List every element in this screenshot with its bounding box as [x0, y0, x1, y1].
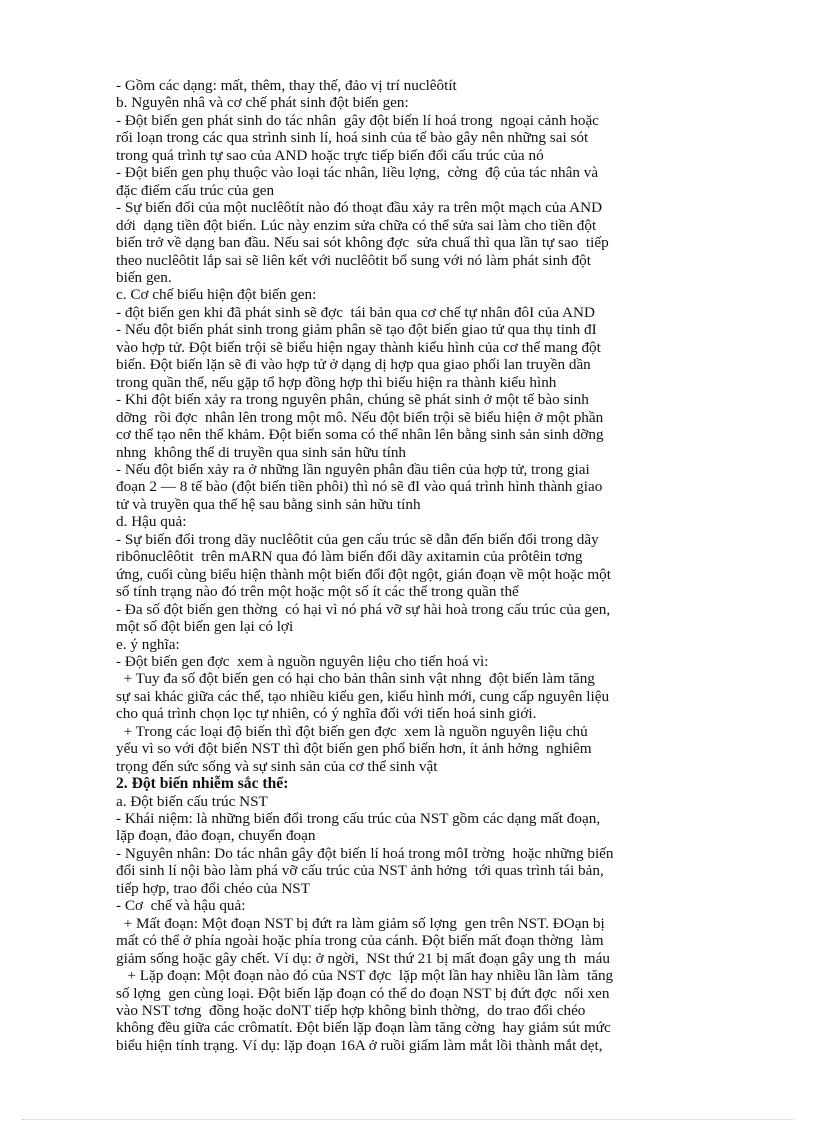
text-line: biến trở về dạng ban đầu. Nếu sai sót không đợc sửa chuẩ thì qua lần tự sao tiếp: [116, 234, 609, 252]
text-line: - Cơ chế và hậu quả:: [116, 897, 246, 915]
text-line: vào NST tơng đồng hoặc doNT tiếp hợp không bình thờng, do trao đổi chéo: [116, 1002, 586, 1020]
text-line: - Đột biến gen phụ thuộc vào loại tác nhân, liều lợng, cờng độ của tác nhân và: [116, 164, 599, 182]
text-line: c. Cơ chế biểu hiện đột biến gen:: [116, 286, 317, 304]
text-line: + Mất đoạn: Một đoạn NST bị đứt ra làm giảm số lợng gen trên NST. ĐOạn bị: [116, 914, 605, 932]
text-line: biểu hiện tính trạng. Ví dụ: lặp đoạn 16A ở ruồi giấm làm mắt lồi thành mắt dẹt,: [116, 1036, 603, 1054]
text-line: - Đột biến gen phát sinh do tác nhân gây đột biến lí hoá trong ngoại cảnh hoặc: [116, 111, 599, 129]
text-line: biến gen.: [116, 268, 172, 286]
document-body: [116, 77, 750, 1054]
text-line: - Khi đột biến xảy ra trong nguyên phân, chúng sẽ phát sinh ở một tế bào sinh: [116, 391, 589, 409]
text-line: rối loạn trong các qua strình sinh lí, hoá sinh của tế bào gây nên những sai sót: [116, 129, 589, 147]
text-line: dỡng rồi đợc nhân lên trong một mô. Nếu đột biến trội sẽ biểu hiện ở một phần: [116, 408, 604, 426]
text-line: + Tuy đa số đột biến gen có hại cho bản thân sinh vật nhng đột biến làm tăng: [116, 670, 595, 688]
text-line: lặp đoạn, đảo đoạn, chuyển đoạn: [116, 827, 316, 845]
text-line: - Sự biến đổi trong dãy nuclêôtit của gen cấu trúc sẽ dẫn đến biến đổi trong dãy: [116, 530, 599, 548]
text-line: số lợng gen cùng loại. Đột biến lặp đoạn có thể do đoạn NST bị đứt đợc nối xen: [116, 984, 610, 1002]
text-line: nhng không thể di truyền qua sinh sản hữu tính: [116, 443, 407, 461]
text-line: dới dạng tiền đột biến. Lúc này enzim sửa chữa có thể sửa sai làm cho tiền đột: [116, 216, 597, 234]
text-line: - Sự biến đổi của một nuclêôtít nào đó thoạt đầu xảy ra trên một mạch của AND: [116, 199, 603, 217]
page-bottom-rule: [22, 1119, 794, 1120]
text-line: tiếp hợp, trao đổi chéo của NST: [116, 879, 311, 897]
text-line: một số đột biến gen lại có lợi: [116, 618, 294, 636]
text-line: a. Đột biến cấu trúc NST: [116, 792, 268, 810]
text-line: ứng, cuối cùng biểu hiện thành một biến đổi đột ngột, gián đoạn về một hoặc một: [116, 565, 611, 583]
text-line: - Đột biến gen đợc xem à nguồn nguyên liệu cho tiến hoá vì:: [116, 652, 489, 670]
text-line: cho quá trình chọn lọc tự nhiên, có ý nghĩa đối với tiến hoá sinh giới.: [116, 705, 537, 723]
text-line: biến. Đột biến lặn sẽ đi vào hợp tử ở dạng dị hợp qua giao phối lan truyền dần: [116, 356, 591, 374]
text-line: đoạn 2 — 8 tế bào (đột biến tiền phôi) thì nó sẽ đI vào quá trình hình thành giao: [116, 478, 603, 496]
text-line: sự sai khác giữa các thể, tạo nhiều kiểu gen, kiểu hình mới, cung cấp nguyên liệu: [116, 687, 610, 705]
text-line: - Nếu đột biến xảy ra ở những lần nguyên phân đầu tiên của hợp tử, trong giai: [116, 460, 590, 478]
text-line: yếu vì so với đột biến NST thì đột biến gen phổ biến hơn, ít ảnh hởng nghiêm: [116, 740, 592, 758]
text-line: tử và truyền qua thế hệ sau bằng sinh sản hữu tính: [116, 495, 421, 513]
text-line: không đều giữa các crômatít. Đột biến lặp đoạn làm tăng cờng hay giảm sút mức: [116, 1019, 611, 1037]
text-line: - Nếu đột biến phát sinh trong giảm phân sẽ tạo đột biến giao tử qua thụ tinh đI: [116, 321, 597, 339]
text-line: mất có thể ở phía ngoài hoặc phía trong của cánh. Đột biến mất đoạn thờng làm: [116, 932, 604, 950]
text-line: trong quá trình tự sao của AND hoặc trực tiếp biến đổi cấu trúc của nó: [116, 146, 544, 164]
text-line: - Nguyên nhân: Do tác nhân gây đột biến lí hoá trong môI trờng hoặc những biến: [116, 844, 614, 862]
text-line: theo nuclêôtit lắp sai sẽ liên kết với nuclêôtit bổ sung với nó làm phát sinh đột: [116, 251, 591, 269]
text-line: d. Hậu quả:: [116, 513, 187, 531]
text-line: - Khái niệm: là những biến đổi trong cấu trúc của NST gồm các dạng mất đoạn,: [116, 810, 601, 828]
text-line: - đột biến gen khi đã phát sinh sẽ đợc tái bản qua cơ chế tự nhân đôI của AND: [116, 303, 595, 321]
text-line: đặc điểm cấu trúc của gen: [116, 181, 275, 199]
text-line: trọng đến sức sống và sự sinh sản của cơ thể sinh vật: [116, 757, 438, 775]
text-line: ribônuclêôtit trên mARN qua đó làm biến đổi dãy axitamin của prôtêin tơng: [116, 548, 583, 566]
text-line: - Đa số đột biến gen thờng có hại vì nó phá vỡ sự hài hoà trong cấu trúc của gen,: [116, 600, 611, 618]
text-line: cơ thể tạo nên thể khảm. Đột biến soma có thể nhân lên bằng sinh sản sinh dỡng: [116, 426, 604, 444]
text-line: đổi sinh lí nội bào làm phá vỡ cấu trúc của NST ảnh hởng tới quas trình tái bản,: [116, 862, 604, 880]
text-line: e. ý nghĩa:: [116, 635, 180, 653]
text-line: trong quần thể, nếu gặp tổ hợp đồng hợp thì biểu hiện ra thành kiểu hình: [116, 373, 557, 391]
text-line: giảm sống hoặc gây chết. Ví dụ: ở ngời, NSt thứ 21 bị mất đoạn gây ung th máu: [116, 949, 610, 967]
text-line: + Lặp đoạn: Một đoạn nào đó của NST đợc lặp một lần hay nhiều lần làm tăng: [116, 967, 614, 985]
text-line: + Trong các loại độ biến thì đột biến gen đợc xem là nguồn nguyên liệu chủ: [116, 722, 588, 740]
text-line: vào hợp tử. Đột biến trội sẽ biểu hiện ngay thành kiểu hình của cơ thể mang đột: [116, 338, 601, 356]
text-line: b. Nguyên nhâ và cơ chế phát sinh đột biến gen:: [116, 94, 409, 112]
text-line: - Gồm các dạng: mất, thêm, thay thế, đảo vị trí nuclêôtít: [116, 77, 457, 94]
text-line: số tính trạng nào đó trên một hoặc một số ít các thể trong quần thể: [116, 583, 519, 601]
section-heading: 2. Đột biến nhiễm sắc thể:: [116, 775, 289, 793]
